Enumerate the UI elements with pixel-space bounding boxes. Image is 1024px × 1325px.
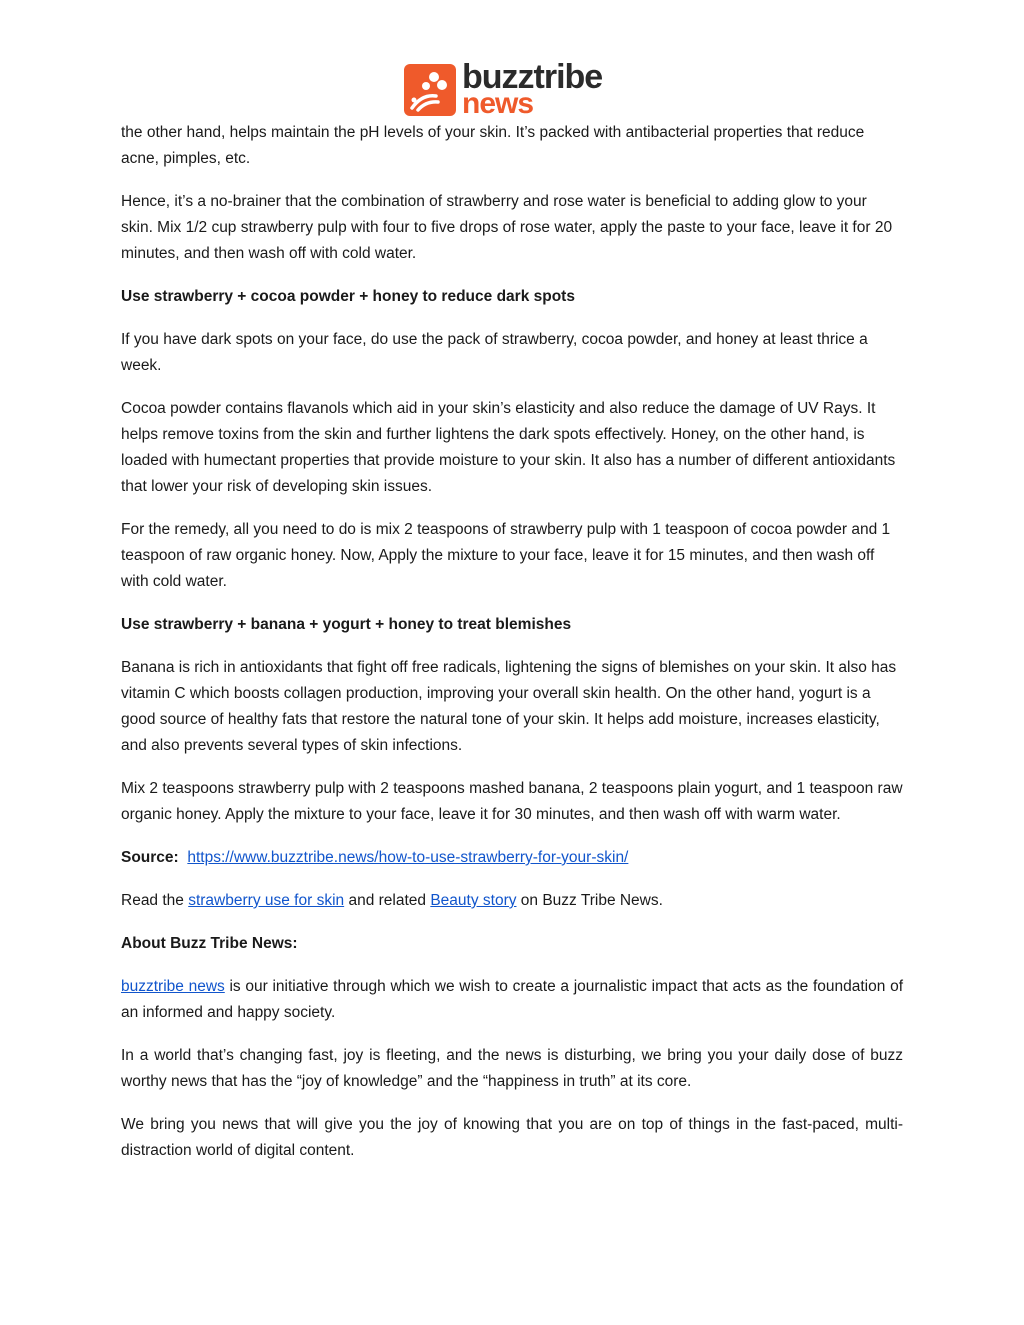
paragraph: For the remedy, all you need to do is mix 2 teaspoons of strawberry pulp with 1 teaspoon of cocoa powder and 1 teaspoon of raw organic honey. Now, Apply the mixture to your face, leave it for 15 minutes, and then wash off with cold water.: [121, 521, 891, 590]
paragraph: If you have dark spots on your face, do use the pack of strawberry, cocoa powder, and honey at least thrice a week.: [121, 331, 868, 374]
source-link[interactable]: https://www.buzztribe.news/how-to-use-strawberry-for-your-skin/: [187, 849, 629, 866]
section-heading-text: Use strawberry + cocoa powder + honey to reduce dark spots: [121, 288, 575, 305]
paragraph: the other hand, helps maintain the pH levels of your skin. It’s packed with antibacterial properties that reduce acne, pimples, etc.: [121, 124, 865, 167]
logo-sub-text: news: [462, 87, 534, 120]
section-heading: [121, 284, 903, 310]
logo-wordmark: [462, 60, 602, 119]
about-paragraph: [121, 974, 903, 1026]
article-body: [121, 120, 903, 1181]
read-more-suffix: on Buzz Tribe News.: [516, 892, 663, 909]
beauty-story-link[interactable]: Beauty story: [430, 892, 517, 909]
logo-brand-text: buzztribe: [462, 58, 603, 96]
read-more-middle: and related: [344, 892, 431, 909]
paragraph: Banana is rich in antioxidants that fight off free radicals, lightening the signs of blemishes on your skin. It also has vitamin C which boosts collagen production, improving your overall skin health. On the other hand, yogurt is a good source of healthy fats that restore the natural tone of your skin. It helps add moisture, increases elasticity, and also prevents several types of skin infections.: [121, 659, 897, 754]
paragraph: Hence, it’s a no-brainer that the combination of strawberry and rose water is beneficial to adding glow to your skin. Mix 1/2 cup strawberry pulp with four to five drops of rose water, apply the paste to your face, leave it for 20 minutes, and then wash off with cold water.: [121, 193, 893, 262]
buzztribe-news-link[interactable]: buzztribe news: [121, 978, 225, 995]
section-heading: [121, 612, 903, 638]
paragraph: Mix 2 teaspoons strawberry pulp with 2 teaspoons mashed banana, 2 teaspoons plain yogurt, and 1 teaspoon raw organic honey. Apply the mixture to your face, leave it for 30 minutes, and then wash off with warm water.: [121, 780, 903, 823]
bee-logo-icon: [404, 64, 456, 116]
about-paragraph: We bring you news that will give you the joy of knowing that you are on top of things in the fast-paced, multi-distraction world of digital content.: [121, 1116, 903, 1159]
read-more-prefix: Read the: [121, 892, 189, 909]
paragraph: Cocoa powder contains flavanols which aid in your skin’s elasticity and also reduce the damage of UV Rays. It helps remove toxins from the skin and further lightens the dark spots effectively. Honey, on the other hand, is loaded with humectant properties that provide moisture to your skin. It also has a number of different antioxidants that lower your risk of developing skin issues.: [121, 400, 896, 495]
about-heading: [121, 931, 903, 957]
source-line: [121, 845, 903, 871]
about-paragraph-text: is our initiative through which we wish to create a journalistic impact that acts as the foundation of an informed and happy society.: [121, 978, 903, 1021]
source-label: Source:: [121, 849, 179, 866]
section-heading-text: Use strawberry + banana + yogurt + honey to treat blemishes: [121, 616, 572, 633]
about-heading-text: About Buzz Tribe News:: [121, 935, 298, 952]
about-paragraph: In a world that’s changing fast, joy is fleeting, and the news is disturbing, we bring you your daily dose of buzz worthy news that has the “joy of knowledge” and the “happiness in truth” at its core.: [121, 1047, 903, 1090]
buzztribe-logo[interactable]: [404, 60, 602, 119]
read-more-line: [121, 888, 903, 914]
strawberry-skin-link[interactable]: strawberry use for skin: [188, 892, 345, 909]
